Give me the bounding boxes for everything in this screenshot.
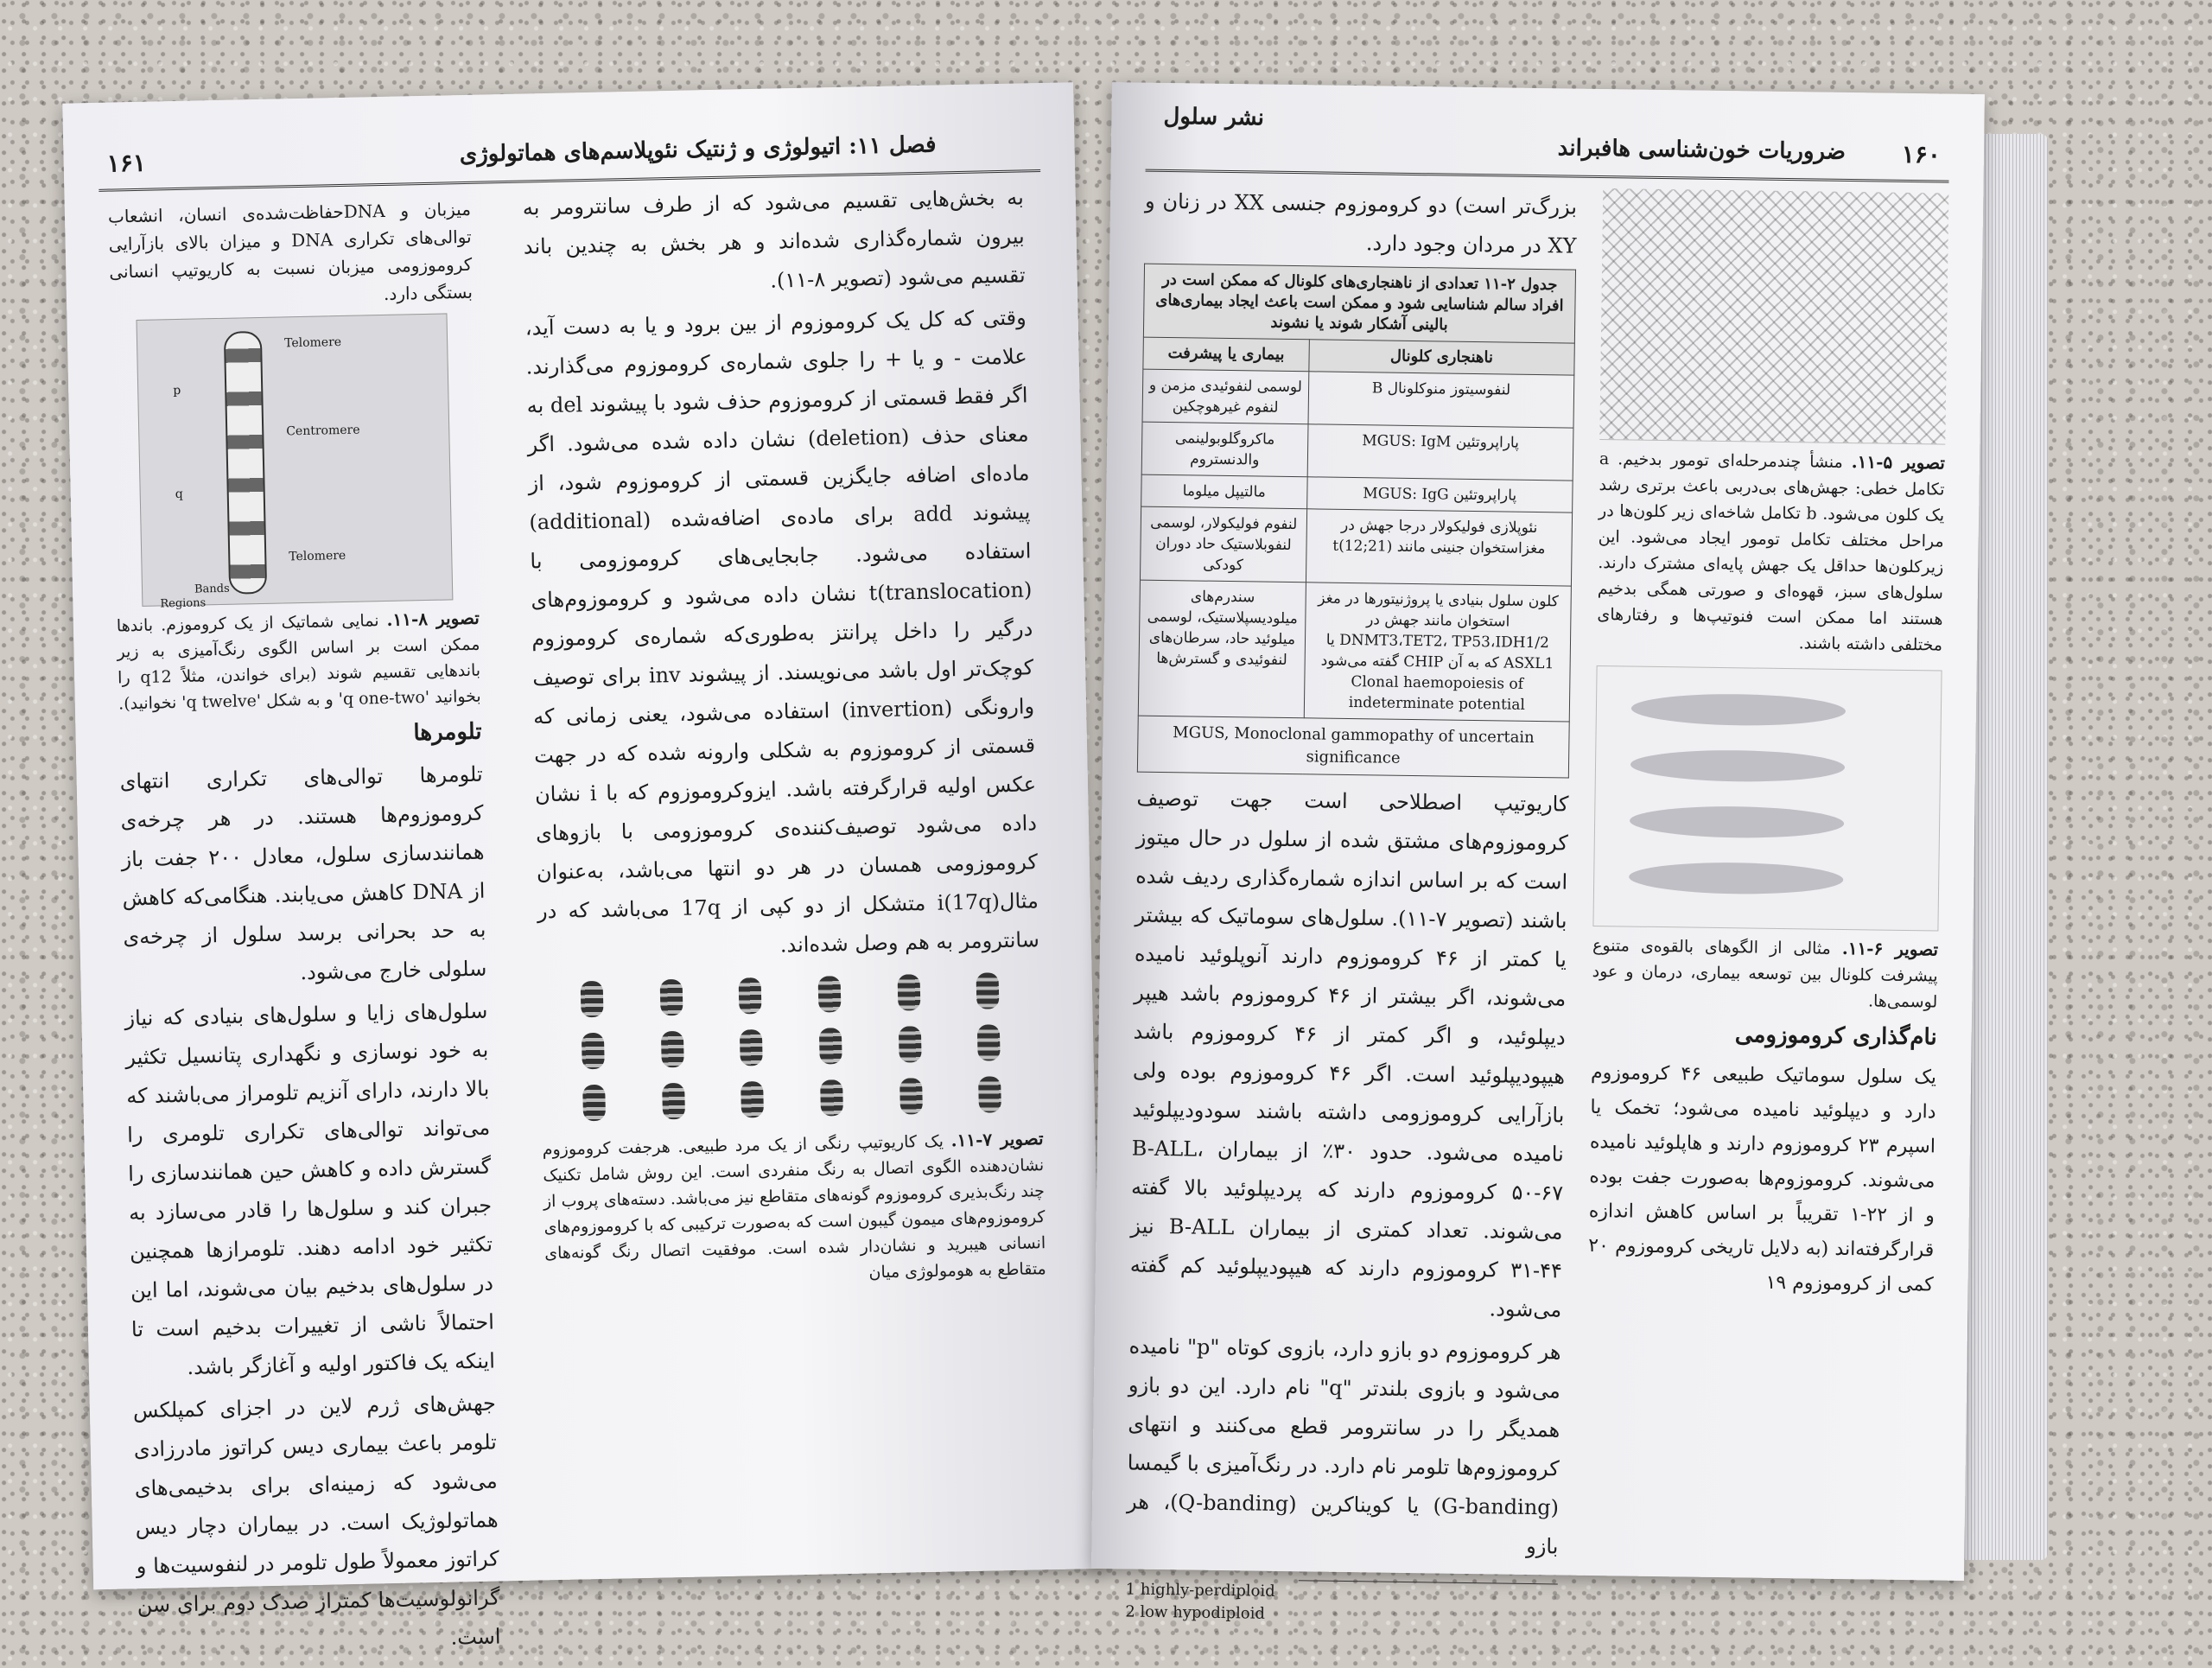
table-cell: پاراپروتئین MGUS: IgG [1306, 477, 1573, 512]
table-row [1140, 506, 1572, 586]
caption-title: تصویر ۵-۱۱. [1851, 451, 1946, 474]
chromosome-pair [740, 1029, 763, 1066]
telomere-label: Telomere [289, 548, 346, 564]
continued-caption: میزبان و DNAحفاظت‌شده‌ی انسان، انشعاب توالی‌های تکراری DNA و میزان بالای بازآرایی کروموزومی میزبان نسبت به کاریوتیپ انسانی بستگی دارد. [107, 198, 474, 304]
paragraph: وقتی که کل یک کروموزوم از بین برود و یا به دست آید، علامت - و یا + را جلوی شماره‌ی کروموزوم می‌گذارند. اگر فقط قسمتی از کروموزوم حذف شود با پیشوند del به معنای حذف (deletion) نشان داده شده می‌شود. اگر ماده‌ای اضافه جایگزین قسمتی از کروموزوم شود، از پیشوند add برای ماده‌ی اضافه‌شده (additional) استفاده می‌شود. جابجایی‌های کروموزومی با (translocation)t نشان داده می‌شود و کروموزوم‌های درگیر را داخل پرانتز به‌طوری‌که شماره‌ی کروموزوم کوچک‌تر اول باشد می‌نویسند. از پیشوند inv برای توصیف وارونگی (invertion) استفاده می‌شود، یعنی زمانی که قسمتی از کروموزوم به شکلی وارونه شده که در جهت عکس اولیه قرارگرفته باشد. ایزوکروموزوم که با i نشان داده می‌شود توصیف‌کننده‌ی کروموزومی با بازوهای کروموزومی همسان در هر دو انتها می‌باشد، به‌عنوان مثال(17q)i متشکل از دو کپی از 17q می‌باشد که در سانترومر به هم وصل شده‌اند. [524, 305, 1040, 958]
footnote: 1 highly-perdiploid [1125, 1580, 1275, 1601]
paragraph: جهش‌های ژرم لاین در اجزای کمپلکس تلومر باعث بیماری دیس کراتوز مادرزادی می‌شود که زمینه‌ای برای بدخیمی‌های هماتولوژیک است. در بیماران دچار دیس کراتوز معمولاً طول تلومر در لنفوسیت‌ها و گرانولوسیت‌ها کمتراز صدک دوم برای سن است. [132, 1391, 501, 1650]
paragraph: به بخش‌هایی تقسیم می‌شود که از طرف سانترومر به بیرون شماره‌گذاری شده‌اند و هر بخش به چندین باند تقسیم می‌شود (تصویر ۸-۱۱). [522, 185, 1026, 293]
caption-text: منشأ چندمرحله‌ای تومور بدخیم. a تکامل خطی: جهش‌های بی‌دربی باعث برتری رشد یک کلون می‌شود. b تکامل شاخه‌ای زیر کلون‌ها در مراحل مختلف تکامل تومور ایجاد می‌شود. این زیرکلون‌ها حداقل یک جهش پایه‌ای مشترک دارند. سلول‌های سبز، قهوه‌ای و صورتی همگی بدخیم هستند اما ممکن است فنوتیپ‌ها و رفتارهای مختلفی داشته باشند. [1597, 449, 1945, 655]
karyotype-caption [542, 1125, 1046, 1292]
table-cell: کلون سلول بنیادی یا پروژنیتورها در مغز استخوان مانند جهش در DNMT3،TET2، TP53،IDH1/2 یا ASXL1 که به آن CHIP گفته می‌شود Clonal haemopoiesis of indeterminate potential [1304, 583, 1571, 722]
section-heading-naming: نام‌گذاری کروموزومی [1734, 1022, 1937, 1051]
chromosome-pair [739, 977, 762, 1015]
p-arm-label: p [173, 383, 181, 398]
chromosome-pair [976, 972, 1000, 1009]
chromosome-pair [582, 1033, 605, 1070]
table-cell: نئوپلازی فولیکولار درجا جهش در مغزاستخوان جنینی مانند t(12;21) [1306, 509, 1572, 586]
table-header: ناهنجاری کلونال [1309, 340, 1575, 375]
running-header-left [98, 109, 1040, 192]
page-number-right: ۱۶۰ [1901, 139, 1942, 169]
chapter-title: فصل ۱۱: اتیولوژی و ژنتیک نئوپلاسم‌های هماتولوژی [459, 131, 937, 169]
table-cell: مالتیپل میلوما [1141, 474, 1307, 509]
caption-title: تصویر ۷-۱۱. [950, 1128, 1044, 1151]
chromosome-pair [660, 1031, 683, 1068]
centromere-label: Centromere [286, 423, 360, 439]
chromosome-pair [741, 1081, 764, 1118]
right-page-column-left [1125, 182, 1577, 1630]
karyotype-figure [538, 963, 1043, 1130]
chromosome-pair [820, 1079, 843, 1117]
table-cell: لنفوم فولیکولار، لوسمی لنفوبلاستیک حاد دوران کودکی [1140, 506, 1306, 583]
clonal-evolution-tree-figure [1599, 188, 1948, 445]
clone-shape [1630, 805, 1844, 839]
publisher-mark: نشر سلول [1163, 103, 1265, 131]
running-header-right [1146, 103, 1950, 183]
left-page-column-right [522, 178, 1046, 1292]
table-footnote: MGUS, Monoclonal gammopathy of uncertain significance [1137, 716, 1569, 778]
table-cell: پاراپروتئین MGUS: IgM [1307, 424, 1573, 481]
table-cell: سندرم‌های میلودیسپلاستیک، لوسمی میلوئید حاد، سرطان‌های لنفوئیدی و گسترش‌ها [1138, 580, 1306, 718]
caption-title: تصویر ۶-۱۱. [1841, 937, 1939, 960]
chromosome-ideogram [224, 331, 267, 595]
left-page [62, 82, 1104, 1650]
chromosome-pair [662, 1083, 685, 1120]
clone-shape [1631, 693, 1846, 727]
table-caption: جدول ۲-۱۱ تعدادی از ناهنجاری‌های کلونال که ممکن است در افراد سالم شناسایی شود و ممکن است باعث ایجاد بیماری‌های بالینی آشکار شوند یا نشوند [1143, 264, 1575, 343]
paragraph: سلول‌های زایا و سلول‌های بنیادی که نیاز به خود نوسازی و نگهداری پتانسیل تکثیر بالا دارند، دارای آنزیم تلومراز می‌باشند که می‌تواند توالی‌های تکراری تلومری را گسترش داده و کاهش حین همانندسازی را جبران کند و سلول‌ها را قادر می‌سازد به تکثیر خود ادامه دهند. تلومرازها همچنین در سلول‌های بدخیم بیان می‌شوند، اما این احتمالاً ناشی از تغییرات بدخیم است تا اینکه یک فاکتور اولیه و آغازگر باشد. [124, 998, 496, 1379]
page-number-left: ۱۶۱ [106, 148, 147, 178]
fig5-caption [1597, 445, 1945, 659]
clonal-progression-figure [1592, 665, 1942, 932]
chromosome-pair [977, 1024, 1001, 1061]
clone-shape [1630, 749, 1845, 783]
caption-text: نمایی شماتیک از یک کروموزم. باندها ممکن است بر اساس الگوی رنگ‌آمیزی به زیر باندهایی تقسیم شوند (برای خواندن، مثلاً q12 را بخوانید 'q one-two' و به شکل 'q twelve' نخوانید). [116, 611, 481, 714]
book-title: ضروریات خون‌شناسی هافبراند [1557, 135, 1847, 165]
table-row [1138, 580, 1571, 722]
chromosome-pair [582, 1085, 606, 1122]
paragraph: تلومرها توالی‌های تکراری انتهای کروموزوم‌ها هستند. در هر چرخه‌ی همانندسازی سلول، معادل ۲۰۰ جفت باز از DNA کاهش می‌یابند. هنگامی‌که کاهش به حد بحرانی برسد سلول از چرخه‌ی سلولی خارج می‌شود. [119, 761, 487, 985]
caption-text: یک کاریوتیپ رنگی از یک مرد طبیعی. هرجفت کروموزوم نشان‌دهنده الگوی اتصال به رنگ منفردی است. این روش شامل تکنیک چند رنگ‌بذیری کروموزوم گونه‌های متقاطع نیز می‌باشد. دسته‌های پروب از کروموزوم‌های میمون گیبون است که به‌صورت ترکیبی که با کروموزوم‌های انسانی هیبرید و نشان‌دار شده است. موفقیت اتصال رنگ گونه‌های متقاطع به هومولوژی میان [542, 1131, 1046, 1283]
table-row [1141, 422, 1573, 481]
bands-label: Bands [194, 582, 230, 596]
caption-text: مثالی از الگوهای بالقوه‌ی متنوع پیشرفت کلونال بین توسعه بیماری، درمان و عود لوسمی‌ها. [1592, 935, 1938, 1012]
table-header: بیماری یا پیشرفت [1143, 337, 1309, 372]
paragraph: هر کروموزوم دو بازو دارد، بازوی کوتاه "p" نامیده می‌شود و بازوی بلندتر "q" نام دارد. این دو بازو همدیگر را در سانترومر قطع می‌کنند و انتهای کروموزوم‌ها تلومر نام دارد. در رنگ‌آمیزی با گیمسا (G-banding) یا کویناکرین (Q-banding)، هر بازو [1126, 1334, 1561, 1559]
telomere-label: Telomere [283, 334, 342, 351]
paragraph: بزرگ‌تر است) دو کروموزوم جنسی XX در زنان و XY در مردان وجود دارد. [1144, 188, 1578, 258]
right-page-column-right [1587, 188, 1948, 1306]
fig6-caption [1592, 932, 1938, 1015]
regions-label: Regions [160, 596, 207, 611]
table-cell: لوسمی لنفوئیدی مزمن و لنفوم غیرهوچکین [1142, 369, 1309, 424]
table-cell: ماکروگلوبولینمی والدنستروم [1141, 422, 1308, 477]
paragraph: کاریوتیپ اصطلاحی است جهت توصیف کروموزوم‌های مشتق شده از سلول در حال میتوز است که بر اساس اندازه شماره‌گذاری ردیف شده باشند (تصویر ۷-۱۱). سلول‌های سوماتیک که بیشتر یا کمتر از ۴۶ کروموزوم دارند آنوپلوئید نامیده می‌شوند، اگر بیشتر از ۴۶ کروموزوم باشد هیپر دیپلوئید، و اگر کمتر از ۴۶ کروموزوم باشد هیپودیپلوئید است. اگر ۴۶ کروموزوم بوده ولی بازآرایی کروموزومی داشته باشند سودودیپلوئید نامیده می‌شود. حدود ۳۰٪ از بیماران B-ALL، ۵۰-۶۷ کروموزوم دارند که پردیپلوئید بالا گفته می‌شوند. تعداد کمتری از بیماران B-ALL نیز ۴۴-۳۱ کروموزوم دارند که هیپودیپلوئید کم گفته می‌شود. [1129, 786, 1569, 1322]
open-book [78, 82, 2065, 1650]
chromosome-pair [978, 1076, 1001, 1113]
chromosome-pair [659, 979, 683, 1016]
clonal-abnormalities-table [1137, 264, 1576, 779]
left-page-column-left [108, 190, 502, 1667]
chromosome-pair [817, 976, 841, 1013]
table-row [1142, 369, 1574, 428]
clone-shape [1629, 862, 1843, 895]
chromosome-pair [898, 1026, 921, 1063]
caption-title: تصویر ۸-۱۱. [386, 607, 480, 630]
footnote: 2 low hypodiploid [1125, 1602, 1266, 1623]
paragraph: یک سلول سوماتیک طبیعی ۴۶ کروموزوم دارد و دیپلوئید نامیده می‌شود؛ تخمک یا اسپرم ۲۳ کروموزوم دارند و هاپلوئید نامیده می‌شوند. کروموزوم‌ها به‌صورت جفت بوده و از ۲۲-۱ تقریباً بر اساس کاهش اندازه قرارگرفته‌اند (به دلایل تاریخی کروموزوم ۲۰ کمی از کروموزوم ۱۹ [1588, 1061, 1937, 1296]
section-heading-telomeres: تلومرها [413, 718, 482, 747]
right-page [1091, 82, 1985, 1623]
chromosome-ideogram-figure [137, 313, 454, 611]
chromosome-pair [819, 1028, 842, 1065]
q-arm-label: q [175, 487, 183, 502]
chromosome-pair [897, 974, 920, 1011]
chromosome-pair [580, 981, 603, 1018]
chromosome-pair [899, 1078, 923, 1115]
table-cell: لنفوسیتوز منوکلونال B [1308, 372, 1574, 428]
